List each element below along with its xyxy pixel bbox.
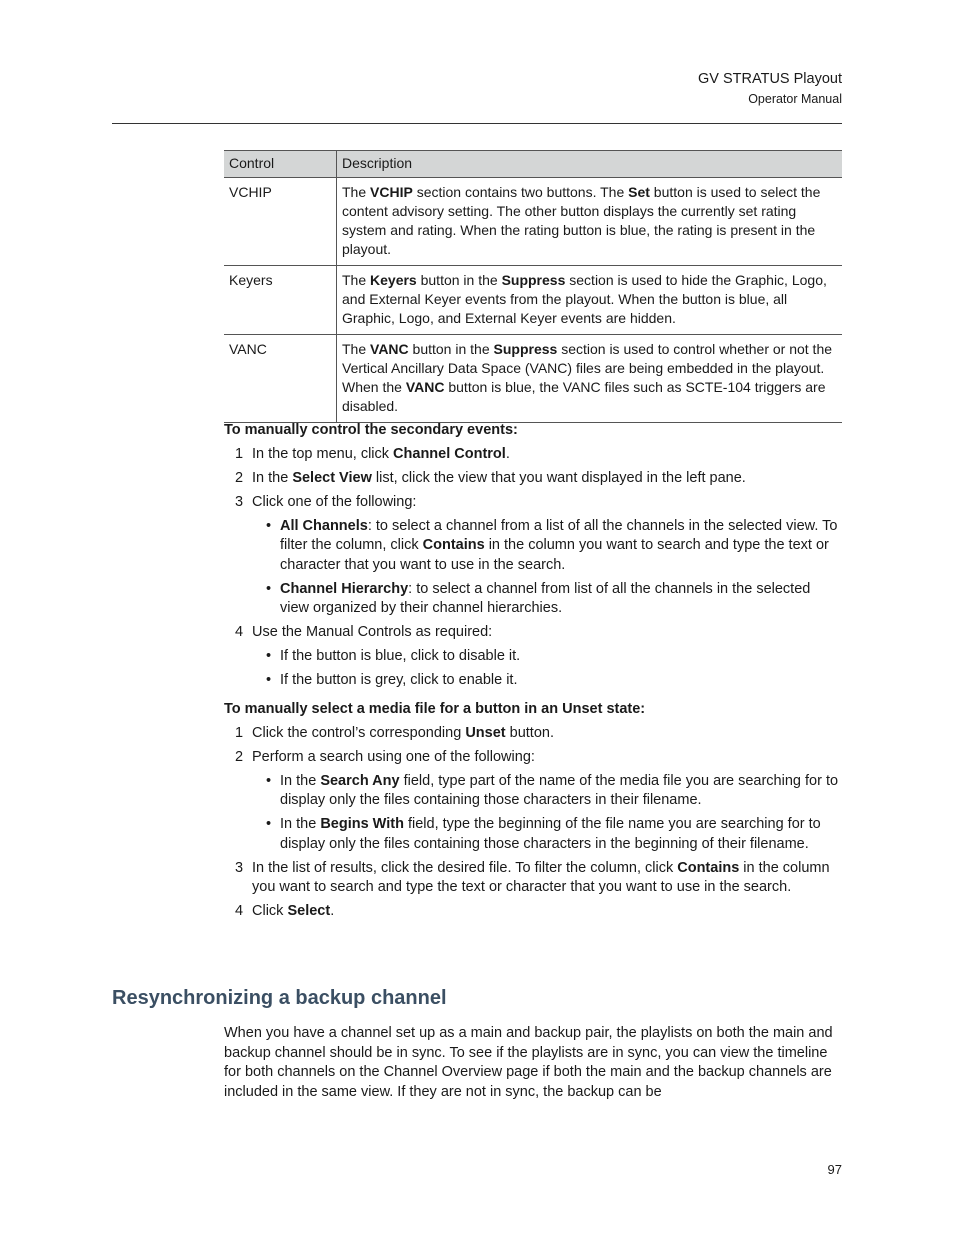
step-number: 3 [235,859,244,876]
step-number: 2 [235,748,244,765]
bullet-icon: • [266,648,272,664]
step-number: 4 [235,624,244,640]
table-row [224,178,842,266]
description-cell: The Keyers button in the Suppress section is used to hide the Graphic, Logo, and External Keyer events from the playout. When the button is blue, all Graphic, Logo, and External Keyer events are hidden. [337,266,843,335]
procedure-step: 3 In the list of results, click the desired file. To filter the column, click Contains in the column you want to search and type the text or character that you want to use in the search. [235,859,830,895]
section-heading: Resynchronizing a backup channel [112,987,447,1009]
control-cell: VANC [224,335,337,423]
bullet-icon: • [266,772,272,789]
procedure-step: 2 In the Select View list, click the view that you want displayed in the left pane. [224,469,842,489]
column-header-control: Control [224,151,337,178]
table-header-row [224,151,842,178]
bullet-icon: • [266,672,272,688]
column-header-description: Description [337,151,843,178]
page-number: 97 [827,1162,842,1177]
list-item: • In the Begins With field, type the beginning of the file name you are searching for to display only the files containing those characters in the beginning of their filename. [266,816,821,852]
list-item: • In the Search Any field, type part of the name of the media file you are searching for to display only the files containing those characters in their filename. [266,772,839,808]
list-item: • If the button is blue, click to disable it. [224,647,842,667]
step-number: 4 [235,903,244,919]
table-row [224,335,842,423]
list-item: • Channel Hierarchy: to select a channel from list of all the channels in the selected view organized by their channel hierarchies. [266,580,811,616]
bullet-icon: • [266,580,272,597]
procedure-step: 4 Use the Manual Controls as required: [224,623,842,643]
procedure-step: 2 Perform a search using one of the following: [224,748,842,768]
procedure-step: 3 Click one of the following: [224,493,842,513]
procedure-step: 1 In the top menu, click Channel Control. [224,445,842,465]
procedure-heading: To manually control the secondary events: [224,422,518,438]
procedure-heading: To manually select a media file for a button in an Unset state: [224,701,646,717]
header-divider [112,123,842,124]
list-item: • All Channels: to select a channel from a list of all the channels in the selected view. To filter the column, click Contains in the column you want to search and type the text or character that you want to use in the search. [266,517,838,573]
step-number: 3 [235,493,244,510]
list-item: • If the button is grey, click to enable it. [224,671,842,691]
header-subtitle: Operator Manual [748,92,842,106]
description-cell: The VANC button in the Suppress section is used to control whether or not the Vertical Ancillary Data Space (VANC) files are being embedded in the playout. When the VANC button is blue, the VANC files such as SCTE-104 triggers are disabled. [337,335,843,423]
description-cell: The VCHIP section contains two buttons. The Set button is used to select the content advisory setting. The other button displays the currently set rating system and rating. When the rating button is blue, the rating is present in the playout. [337,178,843,266]
control-cell: VCHIP [224,178,337,266]
table-row [224,266,842,335]
step-number: 2 [235,469,244,486]
procedures [224,421,842,926]
section-paragraph: When you have a channel set up as a main and backup pair, the playlists on both the main and backup channel should be in sync. To see if the playlists are in sync, you can view the timeline for both channels on the Channel Overview page if both the main and the backup channels are included in the same view. If they are not in sync, the backup can be [224,1025,833,1100]
step-number: 1 [235,724,244,741]
header-title: GV STRATUS Playout [698,71,842,87]
step-number: 1 [235,445,244,462]
bullet-icon: • [266,816,272,832]
bullet-icon: • [266,517,272,534]
control-cell: Keyers [224,266,337,335]
procedure-step: 4 Click Select. [224,902,842,922]
procedure-step: 1 Click the control’s corresponding Unset button. [224,724,842,744]
controls-table [224,150,842,423]
